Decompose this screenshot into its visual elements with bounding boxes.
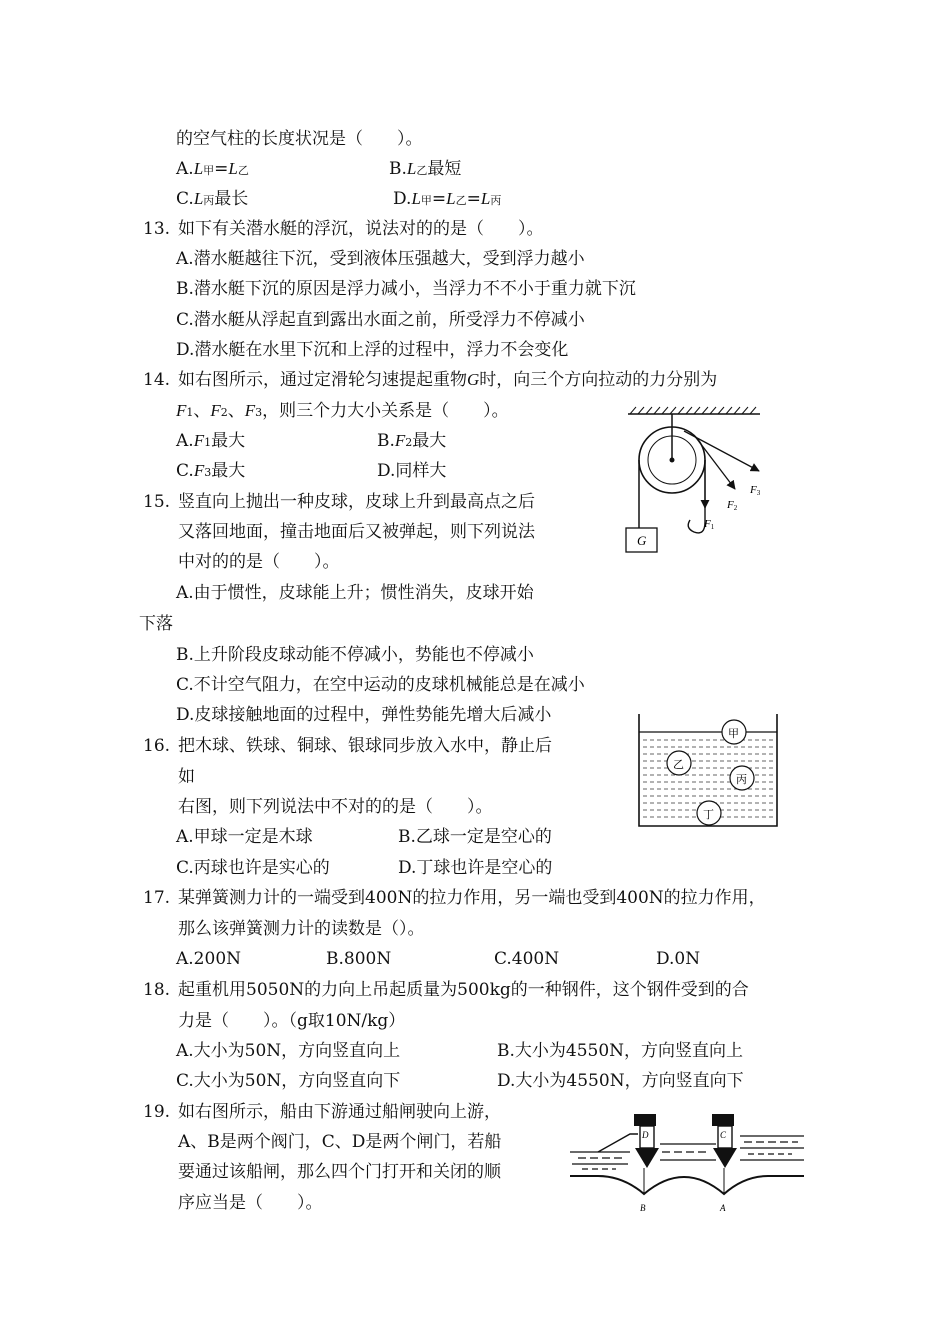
q18-option-c: C.大小为50N，方向竖直向下 [176, 1071, 401, 1091]
q14-option-c: C.F3最大 [176, 461, 246, 481]
q12-option-b: B.L乙最短 [389, 159, 462, 179]
q15-option-c: C.不计空气阻力，在空中运动的皮球机械能总是在减小 [176, 675, 585, 695]
q17-option-a: A.200N [176, 949, 242, 969]
q15-option-a-wrap: 下落 [139, 614, 173, 634]
q15-stem-line3: 中对的的是（ ）。 [178, 552, 340, 572]
q19-number: 19. [143, 1102, 171, 1122]
gate-c-point [713, 1148, 737, 1168]
q13-option-a: A.潜水艇越往下沉，受到液体压强越大，受到浮力越小 [176, 249, 585, 269]
beaker-diagram [636, 710, 781, 830]
q17-stem-line1: 某弹簧测力计的一端受到400N的拉力作用，另一端也受到400N的拉力作用， [178, 888, 766, 908]
ball-jia-label: 甲 [728, 728, 739, 740]
q13-number: 13. [143, 219, 171, 239]
q18-option-a: A.大小为50N，方向竖直向上 [176, 1041, 401, 1061]
q19-stem-line2: A、B是两个阀门，C、D是两个闸门，若船 [178, 1132, 502, 1152]
q18-stem-line1: 起重机用5050N的力向上吊起质量为500kg的一种钢件，这个钢件受到的合 [178, 980, 749, 1000]
valve-a-label: A [720, 1203, 726, 1213]
q13-stem: 如下有关潜水艇的浮沉，说法对的的是（ ）。 [178, 219, 544, 239]
q17-option-d: D.0N [656, 949, 701, 969]
q14-number: 14. [143, 370, 171, 390]
f3-label: F3 [750, 484, 761, 497]
gate-c-label: C [720, 1130, 727, 1140]
q17-number: 17. [143, 888, 171, 908]
q16-option-b: B.乙球一定是空心的 [398, 827, 552, 847]
ball-ding-label: 丁 [703, 809, 714, 821]
q16-stem-line3: 右图，则下列说法中不对的的是（ ）。 [178, 797, 493, 817]
canal-bed [570, 1176, 804, 1194]
q15-option-b: B.上升阶段皮球动能不停减小，势能也不停减小 [176, 645, 534, 665]
q15-option-a: A.由于惯性，皮球能上升；惯性消失，皮球开始 [176, 583, 534, 603]
q15-option-d: D.皮球接触地面的过程中，弹性势能先增大后减小 [176, 705, 552, 725]
q19-stem-line1: 如右图所示，船由下游通过船闸驶向上游， [178, 1102, 501, 1122]
q18-number: 18. [143, 980, 171, 1000]
ship-lock-diagram [568, 1108, 806, 1218]
q16-stem-line2: 如 [178, 767, 195, 787]
gate-d-top [634, 1114, 656, 1126]
f2-label: F2 [727, 499, 738, 512]
q16-option-c: C.丙球也许是实心的 [176, 858, 330, 878]
q17-stem-line2: 那么该弹簧测力计的读数是（）。 [178, 919, 425, 939]
q16-number: 16. [143, 736, 171, 756]
q19-stem-line4: 序应当是（ ）。 [178, 1193, 323, 1213]
q12-stem-continuation: 的空气柱的长度状况是（ ）。 [176, 129, 423, 149]
q14-option-b: B.F2最大 [377, 431, 447, 451]
q12-option-c: C.L丙最长 [176, 189, 249, 209]
q15-stem-line2: 又落回地面，撞击地面后又被弹起，则下列说法 [178, 522, 535, 542]
q17-option-b: B.800N [326, 949, 392, 969]
f1-label: F1 [704, 518, 715, 531]
q14-stem-line2: F1、F2、F3，则三个力大小关系是（ ）。 [176, 401, 509, 421]
gate-d-label: D [642, 1130, 649, 1140]
water-right [740, 1136, 804, 1160]
q16-option-d: D.丁球也许是空心的 [398, 858, 553, 878]
gate-d-point [635, 1148, 659, 1168]
q12-option-d: D.L甲=L乙=L丙 [393, 189, 502, 209]
q19-stem-line3: 要通过该船闸，那么四个门打开和关闭的顺 [178, 1162, 501, 1182]
ceiling-hatch [628, 407, 760, 414]
water-chamber [660, 1144, 716, 1160]
pulley-diagram [620, 404, 770, 556]
q18-option-d: D.大小为4550N，方向竖直向下 [497, 1071, 744, 1091]
valve-b-label: B [640, 1203, 646, 1213]
q16-option-a: A.甲球一定是木球 [176, 827, 313, 847]
q14-stem: 如右图所示，通过定滑轮匀速提起重物G时，向三个方向拉动的力分别为 [178, 370, 718, 390]
q18-option-b: B.大小为4550N，方向竖直向上 [497, 1041, 744, 1061]
gate-c-top [712, 1114, 734, 1126]
q13-option-d: D.潜水艇在水里下沉和上浮的过程中，浮力不会变化 [176, 340, 569, 360]
q14-option-a: A.F1最大 [176, 431, 246, 451]
q15-number: 15. [143, 492, 171, 512]
q13-option-b: B.潜水艇下沉的原因是浮力减小，当浮力不不小于重力就下沉 [176, 279, 636, 299]
q15-stem-line1: 竖直向上抛出一种皮球，皮球上升到最高点之后 [178, 492, 535, 512]
q17-option-c: C.400N [494, 949, 560, 969]
water-left [570, 1152, 630, 1169]
left-ramp [598, 1134, 638, 1152]
pulley-axle [670, 458, 675, 463]
weight-label: G [637, 533, 647, 548]
q14-option-d: D.同样大 [377, 461, 447, 481]
q18-stem-line2: 力是（ ）。（g取10N/kg） [178, 1011, 406, 1031]
q12-option-a: A.L甲=L乙 [176, 159, 249, 179]
ball-bing-label: 丙 [736, 774, 747, 786]
q13-option-c: C.潜水艇从浮起直到露出水面之前，所受浮力不停减小 [176, 310, 585, 330]
force-arrow-f2 [694, 435, 735, 489]
ball-yi-label: 乙 [673, 759, 684, 771]
q16-stem-line1: 把木球、铁球、铜球、银球同步放入水中，静止后 [178, 736, 552, 756]
